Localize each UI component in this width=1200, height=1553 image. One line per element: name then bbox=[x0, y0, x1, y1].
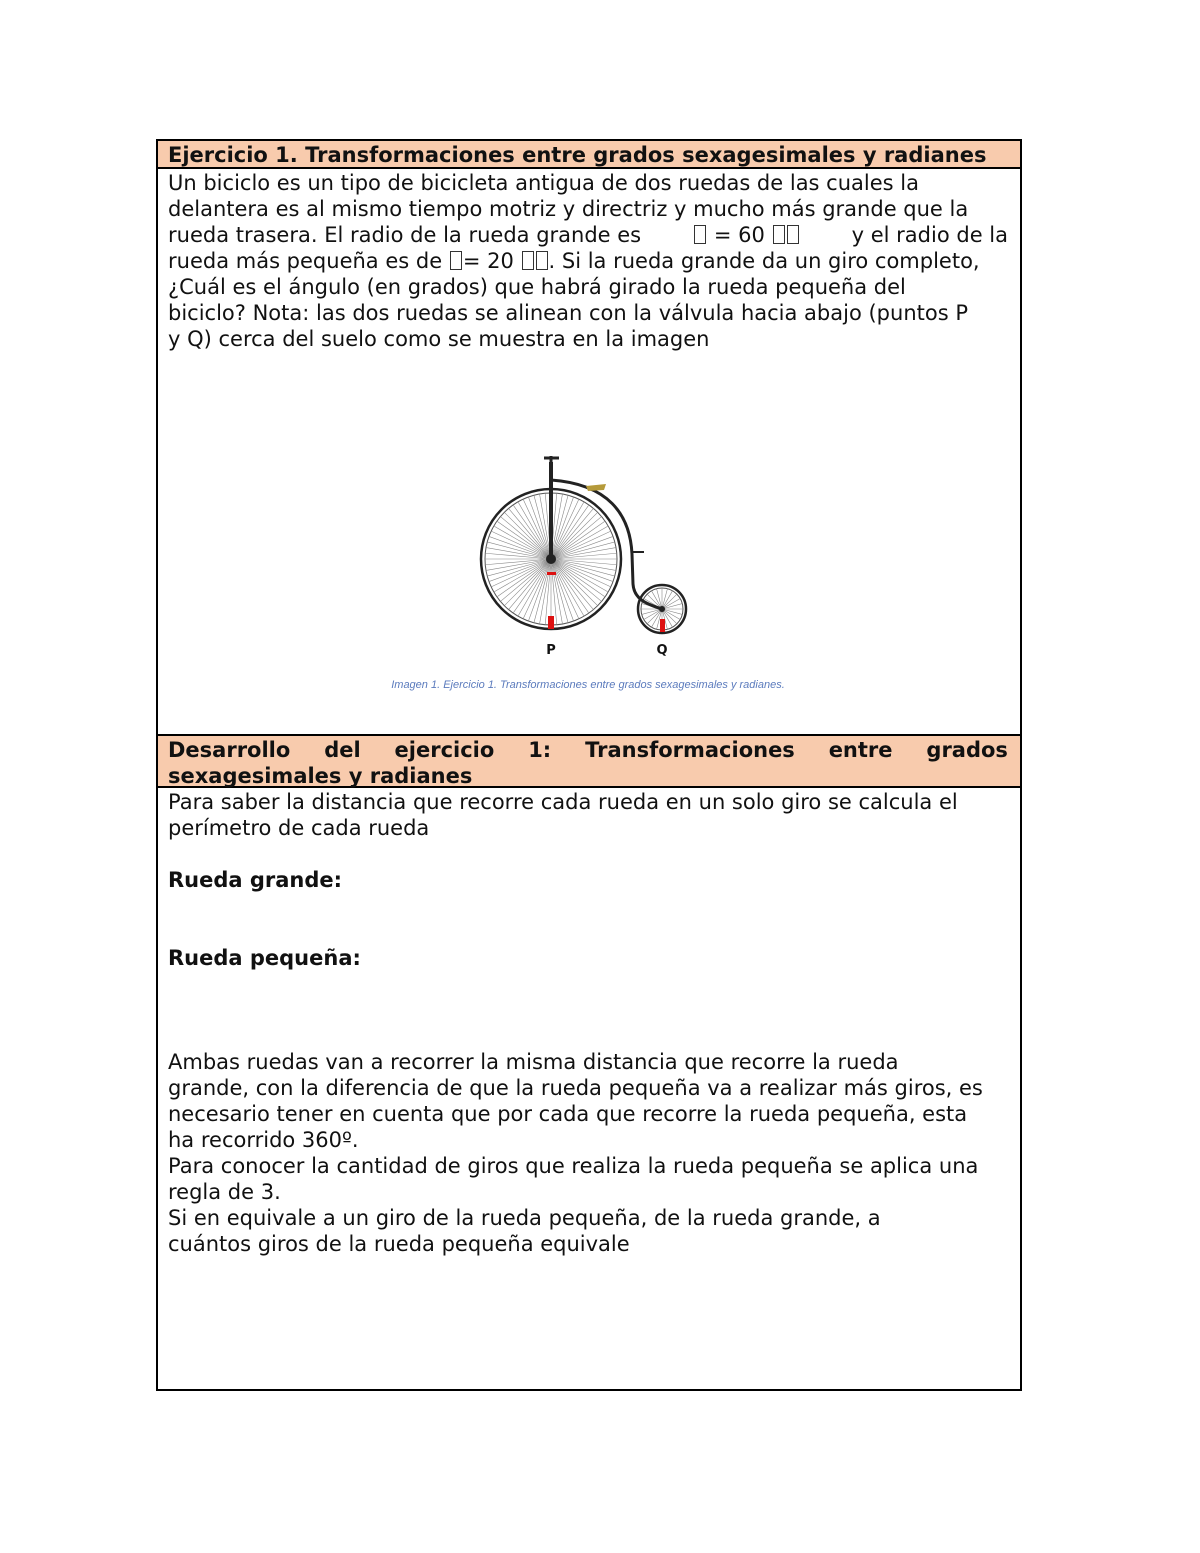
statement-text: rueda más pequeña es de bbox=[168, 249, 443, 273]
intro-line bbox=[168, 789, 1008, 815]
small-wheel-heading: Rueda pequeña: bbox=[168, 946, 361, 970]
paragraph1-line bbox=[168, 1101, 1008, 1127]
statement-text: y Q) cerca del suelo como se muestra en la imagen bbox=[168, 327, 710, 351]
paragraph-text: grande, con la diferencia de que la rueda pequeña va a realizar más giros, es bbox=[168, 1076, 983, 1100]
exercise-statement bbox=[158, 169, 1020, 734]
title-word: ejercicio bbox=[394, 738, 495, 762]
paragraph2-line: regla de 3. bbox=[168, 1180, 281, 1204]
paragraph1-line: ha recorrido 360º. bbox=[168, 1128, 359, 1152]
symbol-placeholder bbox=[450, 251, 462, 270]
paragraph-text: Si en equivale a un giro de la rueda pequeña, de la rueda grande, a bbox=[168, 1206, 881, 1230]
unit-placeholder bbox=[536, 251, 548, 270]
label-q: Q bbox=[656, 643, 668, 658]
statement-line bbox=[168, 222, 1008, 248]
paragraph-text: Para conocer la cantidad de giros que realiza la rueda pequeña se aplica una bbox=[168, 1154, 979, 1178]
statement-text: ¿Cuál es el ángulo (en grados) que habrá girado la rueda pequeña del bbox=[168, 275, 906, 299]
exercise-title-text: Ejercicio 1. Transformaciones entre grados sexagesimales y radianes bbox=[168, 143, 987, 167]
paragraph3-line bbox=[168, 1205, 1008, 1231]
paragraph2-line bbox=[168, 1153, 1008, 1179]
title-word: entre bbox=[828, 738, 893, 762]
intro-text: Para saber la distancia que recorre cada rueda en un solo giro se calcula el bbox=[168, 790, 958, 814]
title-word: Desarrollo bbox=[168, 738, 291, 762]
paragraph1-line bbox=[168, 1049, 1008, 1075]
development-title bbox=[158, 734, 1020, 788]
label-p: P bbox=[546, 643, 556, 658]
radius-big-value: = 60 bbox=[713, 223, 765, 247]
exercise-title bbox=[158, 141, 1020, 169]
unit-placeholder bbox=[773, 225, 785, 244]
paragraph-text: necesario tener en cuenta que por cada que recorre la rueda pequeña, esta bbox=[168, 1102, 968, 1126]
statement-line bbox=[168, 274, 1008, 300]
paragraph1-line bbox=[168, 1075, 1008, 1101]
saddle bbox=[586, 484, 606, 491]
statement-line bbox=[168, 300, 1008, 326]
statement-text: Un biciclo es un tipo de bicicleta antigua de dos ruedas de las cuales la bbox=[168, 171, 919, 195]
handlebar bbox=[544, 456, 559, 466]
statement-line bbox=[168, 248, 1008, 274]
title-word: 1: bbox=[528, 738, 552, 762]
statement-line bbox=[168, 170, 1008, 196]
title-word: grados bbox=[926, 738, 1008, 762]
valve-p-marker bbox=[548, 616, 554, 629]
penny-farthing-illustration bbox=[368, 424, 808, 664]
development-title-line2: sexagesimales y radianes bbox=[168, 764, 473, 788]
development-body bbox=[158, 788, 1020, 1389]
statement-text: rueda trasera. El radio de la rueda grande es bbox=[168, 223, 642, 247]
title-word: Transformaciones bbox=[585, 738, 795, 762]
figure-caption: Imagen 1. Ejercicio 1. Transformaciones entre grados sexagesimales y radianes. bbox=[391, 679, 785, 691]
statement-line bbox=[168, 196, 1008, 222]
penny-farthing-figure bbox=[368, 424, 808, 691]
valve-marker-top bbox=[547, 572, 556, 575]
radius-big-expression bbox=[693, 222, 799, 248]
intro-line: perímetro de cada rueda bbox=[168, 816, 430, 840]
statement-text: y el radio de la bbox=[851, 223, 1008, 247]
exercise-table bbox=[156, 139, 1022, 1391]
statement-line bbox=[168, 326, 1008, 352]
radius-small-value: = 20 bbox=[462, 249, 514, 273]
paragraph3-line: cuántos giros de la rueda pequeña equivale bbox=[168, 1232, 630, 1256]
unit-placeholder bbox=[522, 251, 534, 270]
paragraph-text: Ambas ruedas van a recorrer la misma distancia que recorre la rueda bbox=[168, 1050, 899, 1074]
backbone bbox=[551, 480, 662, 609]
unit-placeholder bbox=[787, 225, 799, 244]
statement-text: . Si la rueda grande da un giro completo, bbox=[548, 249, 980, 273]
symbol-placeholder bbox=[694, 225, 706, 244]
development-title-line bbox=[168, 737, 1008, 763]
statement-text: delantera es al mismo tiempo motriz y directriz y mucho más grande que la bbox=[168, 197, 969, 221]
valve-q-marker bbox=[660, 619, 665, 632]
statement-text: biciclo? Nota: las dos ruedas se alinean con la válvula hacia abajo (puntos P bbox=[168, 301, 968, 325]
title-word: del bbox=[324, 738, 361, 762]
big-wheel-heading: Rueda grande: bbox=[168, 868, 343, 892]
